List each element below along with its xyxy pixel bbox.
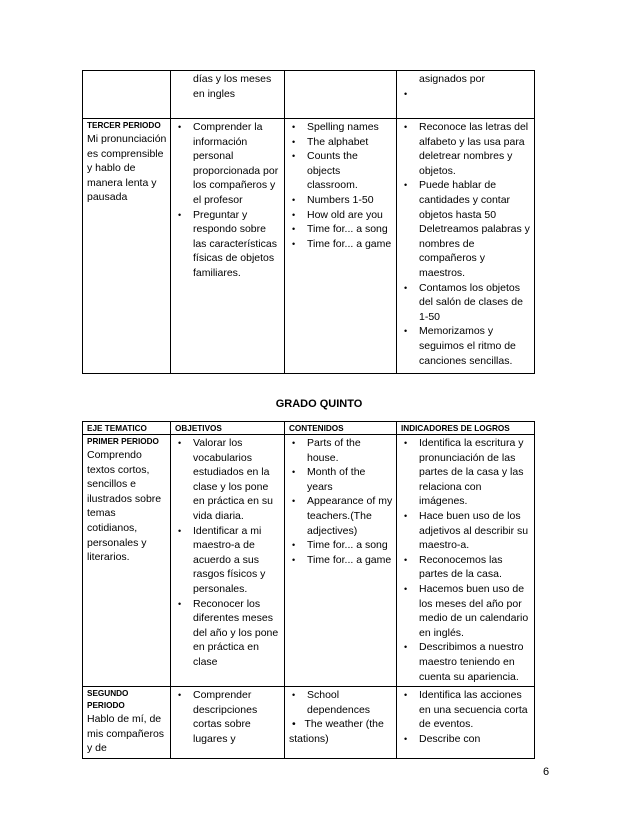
- bullet-icon: •: [178, 438, 182, 448]
- objetivo-continuation: días y los meses: [193, 73, 272, 85]
- tercer-periodo-table: [82, 70, 535, 374]
- list-item: • Appearance of my teachers.(The adjectives): [292, 495, 393, 537]
- table-row: [83, 435, 535, 687]
- list-item: • Reconoce las letras del alfabeto y las usa para deletrear nombres y objetos.: [404, 121, 529, 177]
- bullet-icon: •: [404, 642, 408, 653]
- bullet-icon: •: [292, 194, 296, 205]
- list-item: • Hacemos buen uso de los meses del año por medio de un calendario en inglés.: [404, 582, 529, 639]
- bullet-icon: •: [292, 224, 296, 235]
- contenidos-cell: [285, 71, 397, 119]
- bullet-icon: •: [178, 122, 182, 132]
- list-item: • How old are you: [292, 208, 383, 221]
- grado-quinto-table: [82, 421, 535, 759]
- bullet-icon: •: [178, 598, 182, 609]
- indicador-continuation: asignados por: [419, 73, 485, 85]
- list-item: • Numbers 1-50: [292, 193, 374, 206]
- objetivos-cell: [171, 119, 285, 374]
- bullet-icon: •: [404, 554, 408, 565]
- period-title: PRIMER PERIODO: [87, 437, 159, 446]
- indicadores-cell: [397, 435, 535, 687]
- list-item: • Month of the years: [292, 466, 366, 493]
- bullet-icon: •: [292, 438, 296, 448]
- objetivos-cell: [171, 435, 285, 687]
- list-item: • Valorar los vocabularios estudiados en la clase y los pone en práctica en su vida diaria.: [178, 437, 273, 522]
- bullet-icon: •: [292, 238, 296, 249]
- objetivos-cell: [171, 71, 285, 119]
- eje-cell: [83, 687, 171, 759]
- indicadores-cell: [397, 687, 535, 759]
- bullet-icon: •: [292, 718, 296, 731]
- bullet-icon: •: [292, 136, 296, 147]
- period-title: SEGUNDO PERIODO: [87, 689, 129, 711]
- eje-text: Comprendo textos cortos, sencillos e ilustrados sobre temas cotidianos, personales y literarios.: [87, 449, 162, 564]
- eje-cell: [83, 435, 171, 687]
- bullet-icon: •: [292, 690, 296, 701]
- column-header: EJE TEMATICO: [83, 422, 171, 435]
- bullet-icon: •: [404, 88, 408, 99]
- list-item: • Time for... a game: [292, 237, 392, 250]
- table-row: [83, 71, 535, 119]
- list-item: • Parts of the house.: [292, 437, 361, 464]
- indicadores-cell: [397, 119, 535, 374]
- eje-text: Mi pronunciación es comprensible y hablo de manera lenta y pausada: [87, 133, 167, 204]
- list-item: • Reconocer los diferentes meses del año y los pone en práctica en clase: [178, 597, 279, 668]
- eje-text: Hablo de mí, de mis compañeros y de: [87, 713, 165, 755]
- bullet-icon: •: [292, 467, 296, 478]
- bullet-icon: •: [404, 122, 408, 132]
- list-item: • Identifica la escritura y pronunciación de las partes de la casa y las relaciona con imágenes.: [404, 437, 524, 508]
- list-item: • Preguntar y respondo sobre las características físicas de objetos familiares.: [178, 208, 278, 279]
- contenidos-cell: [285, 435, 397, 687]
- list-item: • Time for... a song: [292, 539, 388, 552]
- bullet-icon: •: [178, 209, 182, 220]
- bullet-icon: •: [292, 151, 296, 162]
- list-item: • Counts the objects classroom.: [292, 150, 358, 192]
- column-header: INDICADORES DE LOGROS: [397, 422, 535, 435]
- bullet-icon: •: [292, 496, 296, 507]
- bullet-icon: •: [404, 326, 408, 337]
- bullet-icon: •: [404, 180, 408, 191]
- bullet-icon: •: [404, 733, 408, 744]
- bullet-icon: •: [404, 583, 408, 594]
- column-header: CONTENIDOS: [285, 422, 397, 435]
- bullet-icon: •: [292, 122, 296, 132]
- list-item: • Identificar a mi maestro-a de acuerdo a sus rasgos físicos y personales.: [178, 524, 266, 595]
- list-item: • Hace buen uso de los adjetivos al describir su maestro-a.: [404, 509, 529, 552]
- bullet-icon: •: [292, 554, 296, 565]
- contenido-text: The weather (the stations): [289, 718, 384, 745]
- list-item: • The alphabet: [292, 135, 369, 148]
- bullet-icon: •: [178, 525, 182, 536]
- list-item: • Comprender descripciones cortas sobre lugares y: [178, 689, 258, 745]
- objetivo-continuation: en ingles: [193, 87, 236, 100]
- list-item: • Time for... a game: [292, 553, 392, 566]
- objetivos-cell: [171, 687, 285, 759]
- bullet-icon: •: [404, 510, 408, 521]
- bullet-icon: •: [404, 438, 408, 448]
- bullet-icon: •: [404, 690, 408, 701]
- table-row: [83, 119, 535, 374]
- list-item: • Reconocemos las partes de la casa.: [404, 553, 503, 581]
- list-item: • Identifica las acciones en una secuencia corta de eventos.: [404, 689, 528, 731]
- table-row: [83, 687, 535, 759]
- bullet-icon: •: [292, 540, 296, 551]
- indicadores-cell: [397, 71, 535, 119]
- contenidos-cell: [285, 119, 397, 374]
- contenidos-cell: [285, 687, 397, 759]
- eje-cell: [83, 71, 171, 119]
- bullet-icon: •: [404, 282, 408, 293]
- bullet-icon: •: [292, 209, 296, 220]
- list-item: [401, 87, 531, 102]
- list-item: • Puede hablar de cantidades y contar objetos hasta 50 Deletreamos palabras y nombres de compañeros y maestros.: [404, 179, 530, 279]
- list-item: • Describe con: [404, 732, 481, 745]
- section-title: GRADO QUINTO: [275, 398, 363, 410]
- list-item: • Memorizamos y seguimos el ritmo de canciones sencillas.: [404, 325, 516, 367]
- list-item: • Time for... a song: [292, 223, 388, 236]
- list-item: • Comprender la información personal proporcionada por los compañeros y el profesor: [178, 121, 279, 206]
- page-number: 6: [543, 766, 550, 778]
- eje-cell: [83, 119, 171, 374]
- bullet-icon: •: [178, 690, 182, 701]
- list-item: • Spelling names: [292, 121, 379, 133]
- column-header: OBJETIVOS: [171, 422, 285, 435]
- list-item: • Contamos los objetos del salón de clases de 1-50: [404, 281, 523, 323]
- table-header-row: [83, 422, 535, 435]
- period-title: TERCER PERIODO: [87, 121, 161, 130]
- list-item: • School dependences: [292, 689, 371, 716]
- list-item: • Describimos a nuestro maestro teniendo en cuenta su apariencia.: [404, 641, 524, 683]
